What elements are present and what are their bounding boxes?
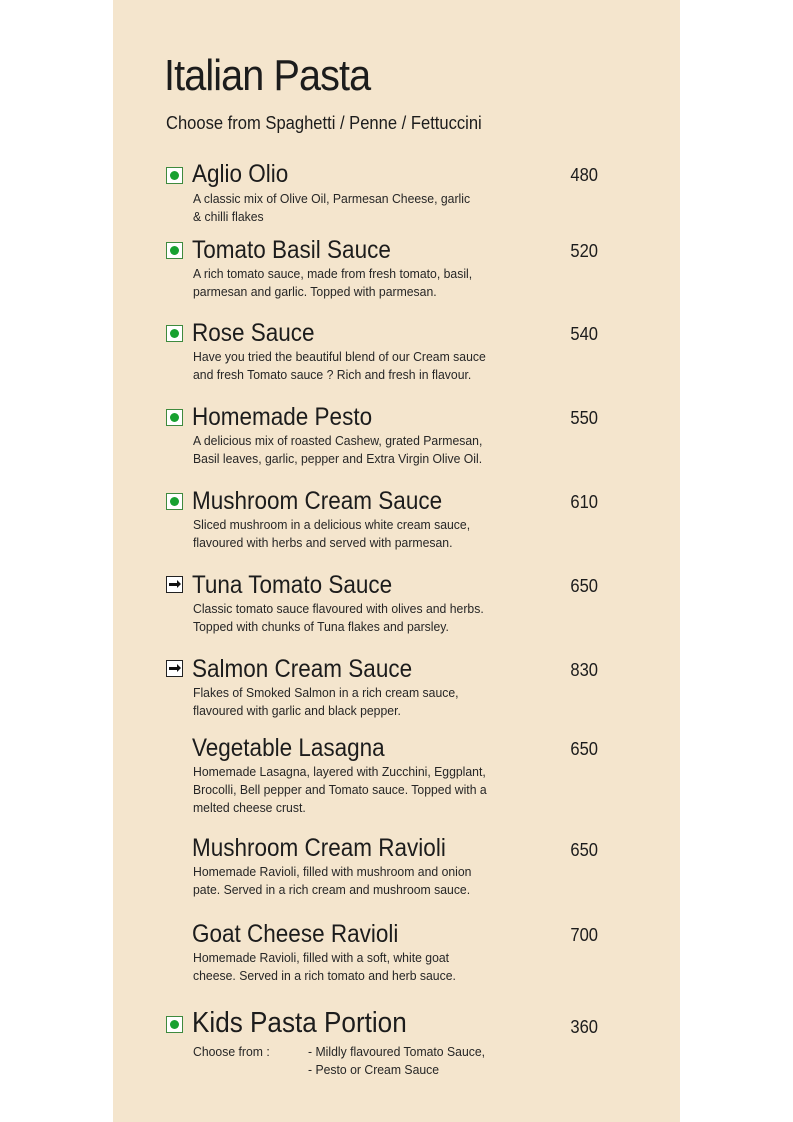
item-description: A rich tomato sauce, made from fresh tomato, basil, parmesan and garlic. Topped with parmesan.: [193, 266, 473, 299]
item-price: 520: [570, 241, 598, 261]
choose-label: Choose from :: [193, 1044, 270, 1059]
veg-icon: [166, 409, 183, 426]
veg-icon: [166, 325, 183, 342]
item-name: Tuna Tomato Sauce: [192, 571, 393, 599]
item-price: 550: [570, 408, 598, 428]
item-name: Kids Pasta Portion: [192, 1007, 407, 1039]
fish-icon: [166, 576, 183, 593]
item-price: 540: [570, 324, 598, 344]
fish-icon: [166, 660, 183, 677]
item-name: Aglio Olio: [192, 160, 289, 188]
item-description: A classic mix of Olive Oil, Parmesan Cheese, garlic & chilli flakes: [193, 191, 471, 224]
item-description: Flakes of Smoked Salmon in a rich cream sauce, flavoured with garlic and black pepper.: [193, 685, 459, 718]
page-title: Italian Pasta: [164, 51, 371, 100]
item-price: 830: [570, 660, 598, 680]
item-description: Homemade Ravioli, filled with a soft, white goat cheese. Served in a rich tomato and herb sauce.: [193, 950, 456, 983]
item-name: Homemade Pesto: [192, 403, 373, 431]
item-name: Goat Cheese Ravioli: [192, 920, 399, 948]
item-price: 480: [570, 165, 598, 185]
pasta-choice-subtitle: Choose from Spaghetti / Penne / Fettuccini: [166, 113, 482, 133]
item-name: Rose Sauce: [192, 319, 315, 347]
veg-icon: [166, 242, 183, 259]
kids-sauce-options: - Mildly flavoured Tomato Sauce, - Pesto or Cream Sauce: [308, 1044, 486, 1077]
item-name: Mushroom Cream Sauce: [192, 487, 443, 515]
item-name: Mushroom Cream Ravioli: [192, 834, 446, 862]
veg-icon: [166, 1016, 183, 1033]
item-price: 360: [570, 1017, 598, 1037]
item-description: Homemade Ravioli, filled with mushroom and onion pate. Served in a rich cream and mushroom sauce.: [193, 864, 472, 897]
item-price: 650: [570, 739, 598, 759]
item-description: A delicious mix of roasted Cashew, grated Parmesan, Basil leaves, garlic, pepper and Extra Virgin Olive Oil.: [193, 433, 483, 466]
item-price: 610: [570, 492, 598, 512]
item-name: Tomato Basil Sauce: [192, 236, 391, 264]
item-description: Sliced mushroom in a delicious white cream sauce, flavoured with herbs and served with parmesan.: [193, 517, 471, 550]
item-price: 650: [570, 840, 598, 860]
veg-icon: [166, 167, 183, 184]
item-description: Homemade Lasagna, layered with Zucchini, Eggplant, Brocolli, Bell pepper and Tomato sauce. Topped with a melted cheese crust.: [193, 764, 487, 815]
item-name: Vegetable Lasagna: [192, 734, 385, 762]
item-price: 700: [570, 925, 598, 945]
item-description: Classic tomato sauce flavoured with olives and herbs. Topped with chunks of Tuna flakes and parsley.: [193, 601, 484, 634]
item-name: Salmon Cream Sauce: [192, 655, 413, 683]
veg-icon: [166, 493, 183, 510]
item-description: Have you tried the beautiful blend of our Cream sauce and fresh Tomato sauce ? Rich and fresh in flavour.: [193, 349, 486, 382]
item-price: 650: [570, 576, 598, 596]
